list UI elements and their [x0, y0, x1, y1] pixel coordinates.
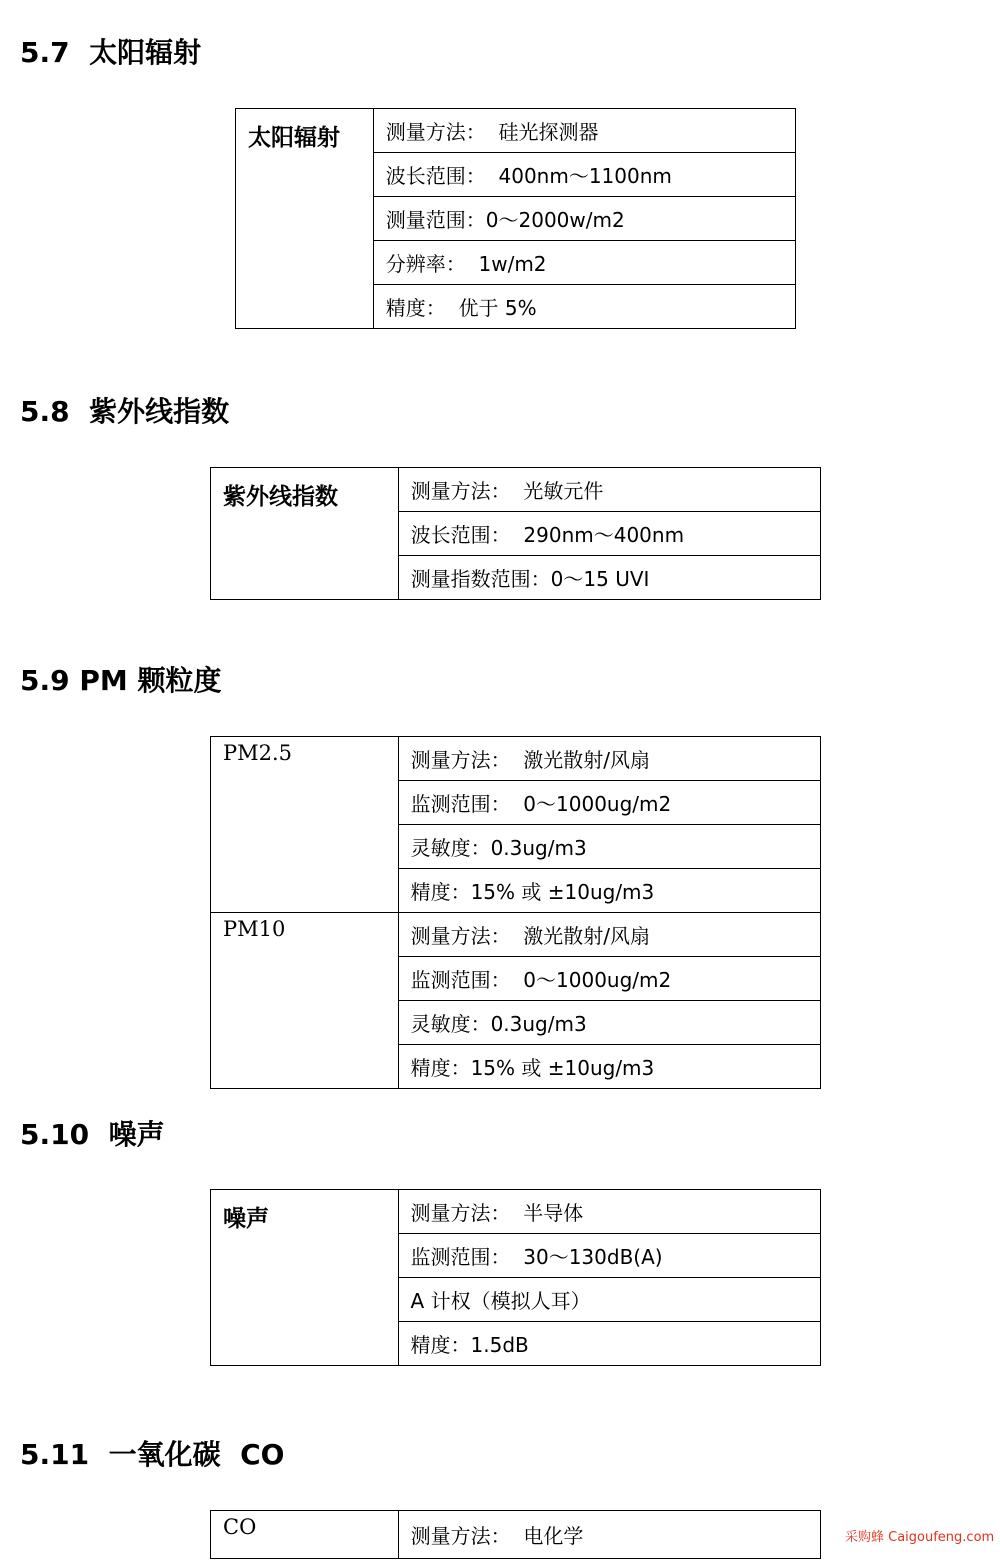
table-cell: 测量方法： 电化学 — [398, 1511, 820, 1559]
table-cell: 测量范围：0～2000w/m2 — [373, 197, 795, 241]
table-cell: 精度： 优于 5% — [373, 285, 795, 329]
table-label: CO — [211, 1511, 399, 1559]
table-label: 紫外线指数 — [211, 468, 399, 600]
table-cell: 测量方法： 光敏元件 — [398, 468, 820, 512]
uv-index-table — [210, 467, 821, 600]
table-cell: 测量方法： 硅光探测器 — [373, 109, 795, 153]
table-cell: 测量指数范围：0～15 UVI — [398, 556, 820, 600]
co-table — [210, 1510, 821, 1559]
table-cell: 灵敏度：0.3ug/m3 — [398, 1001, 820, 1045]
section-heading-pm: 5.9 PM 颗粒度 — [20, 664, 222, 697]
table-cell: 波长范围： 400nm～1100nm — [373, 153, 795, 197]
table-label: 噪声 — [211, 1190, 399, 1366]
table-cell: 波长范围： 290nm～400nm — [398, 512, 820, 556]
table-cell: 灵敏度：0.3ug/m3 — [398, 825, 820, 869]
pm-table — [210, 736, 821, 1089]
solar-radiation-table — [235, 108, 796, 329]
table-cell: 精度：15% 或 ±10ug/m3 — [398, 869, 820, 913]
section-heading-noise: 5.10 噪声 — [20, 1118, 165, 1151]
section-heading-solar-radiation: 5.7 太阳辐射 — [20, 36, 202, 69]
table-cell: 精度：15% 或 ±10ug/m3 — [398, 1045, 820, 1089]
section-heading-co: 5.11 一氧化碳 CO — [20, 1438, 285, 1471]
noise-table — [210, 1189, 821, 1366]
table-label-pm25: PM2.5 — [211, 737, 399, 913]
table-cell: 监测范围： 0～1000ug/m2 — [398, 781, 820, 825]
table-cell: 精度：1.5dB — [398, 1322, 820, 1366]
table-cell: 测量方法： 半导体 — [398, 1190, 820, 1234]
table-cell: A 计权（模拟人耳） — [398, 1278, 820, 1322]
watermark-text: 采购蜂 Caigoufeng.com — [845, 1530, 995, 1545]
table-cell: 监测范围： 0～1000ug/m2 — [398, 957, 820, 1001]
table-cell: 分辨率： 1w/m2 — [373, 241, 795, 285]
table-cell: 监测范围： 30～130dB(A) — [398, 1234, 820, 1278]
table-label: 太阳辐射 — [236, 109, 374, 329]
table-cell: 测量方法： 激光散射/风扇 — [398, 737, 820, 781]
table-cell: 测量方法： 激光散射/风扇 — [398, 913, 820, 957]
table-label-pm10: PM10 — [211, 913, 399, 1089]
section-heading-uv-index: 5.8 紫外线指数 — [20, 395, 230, 428]
